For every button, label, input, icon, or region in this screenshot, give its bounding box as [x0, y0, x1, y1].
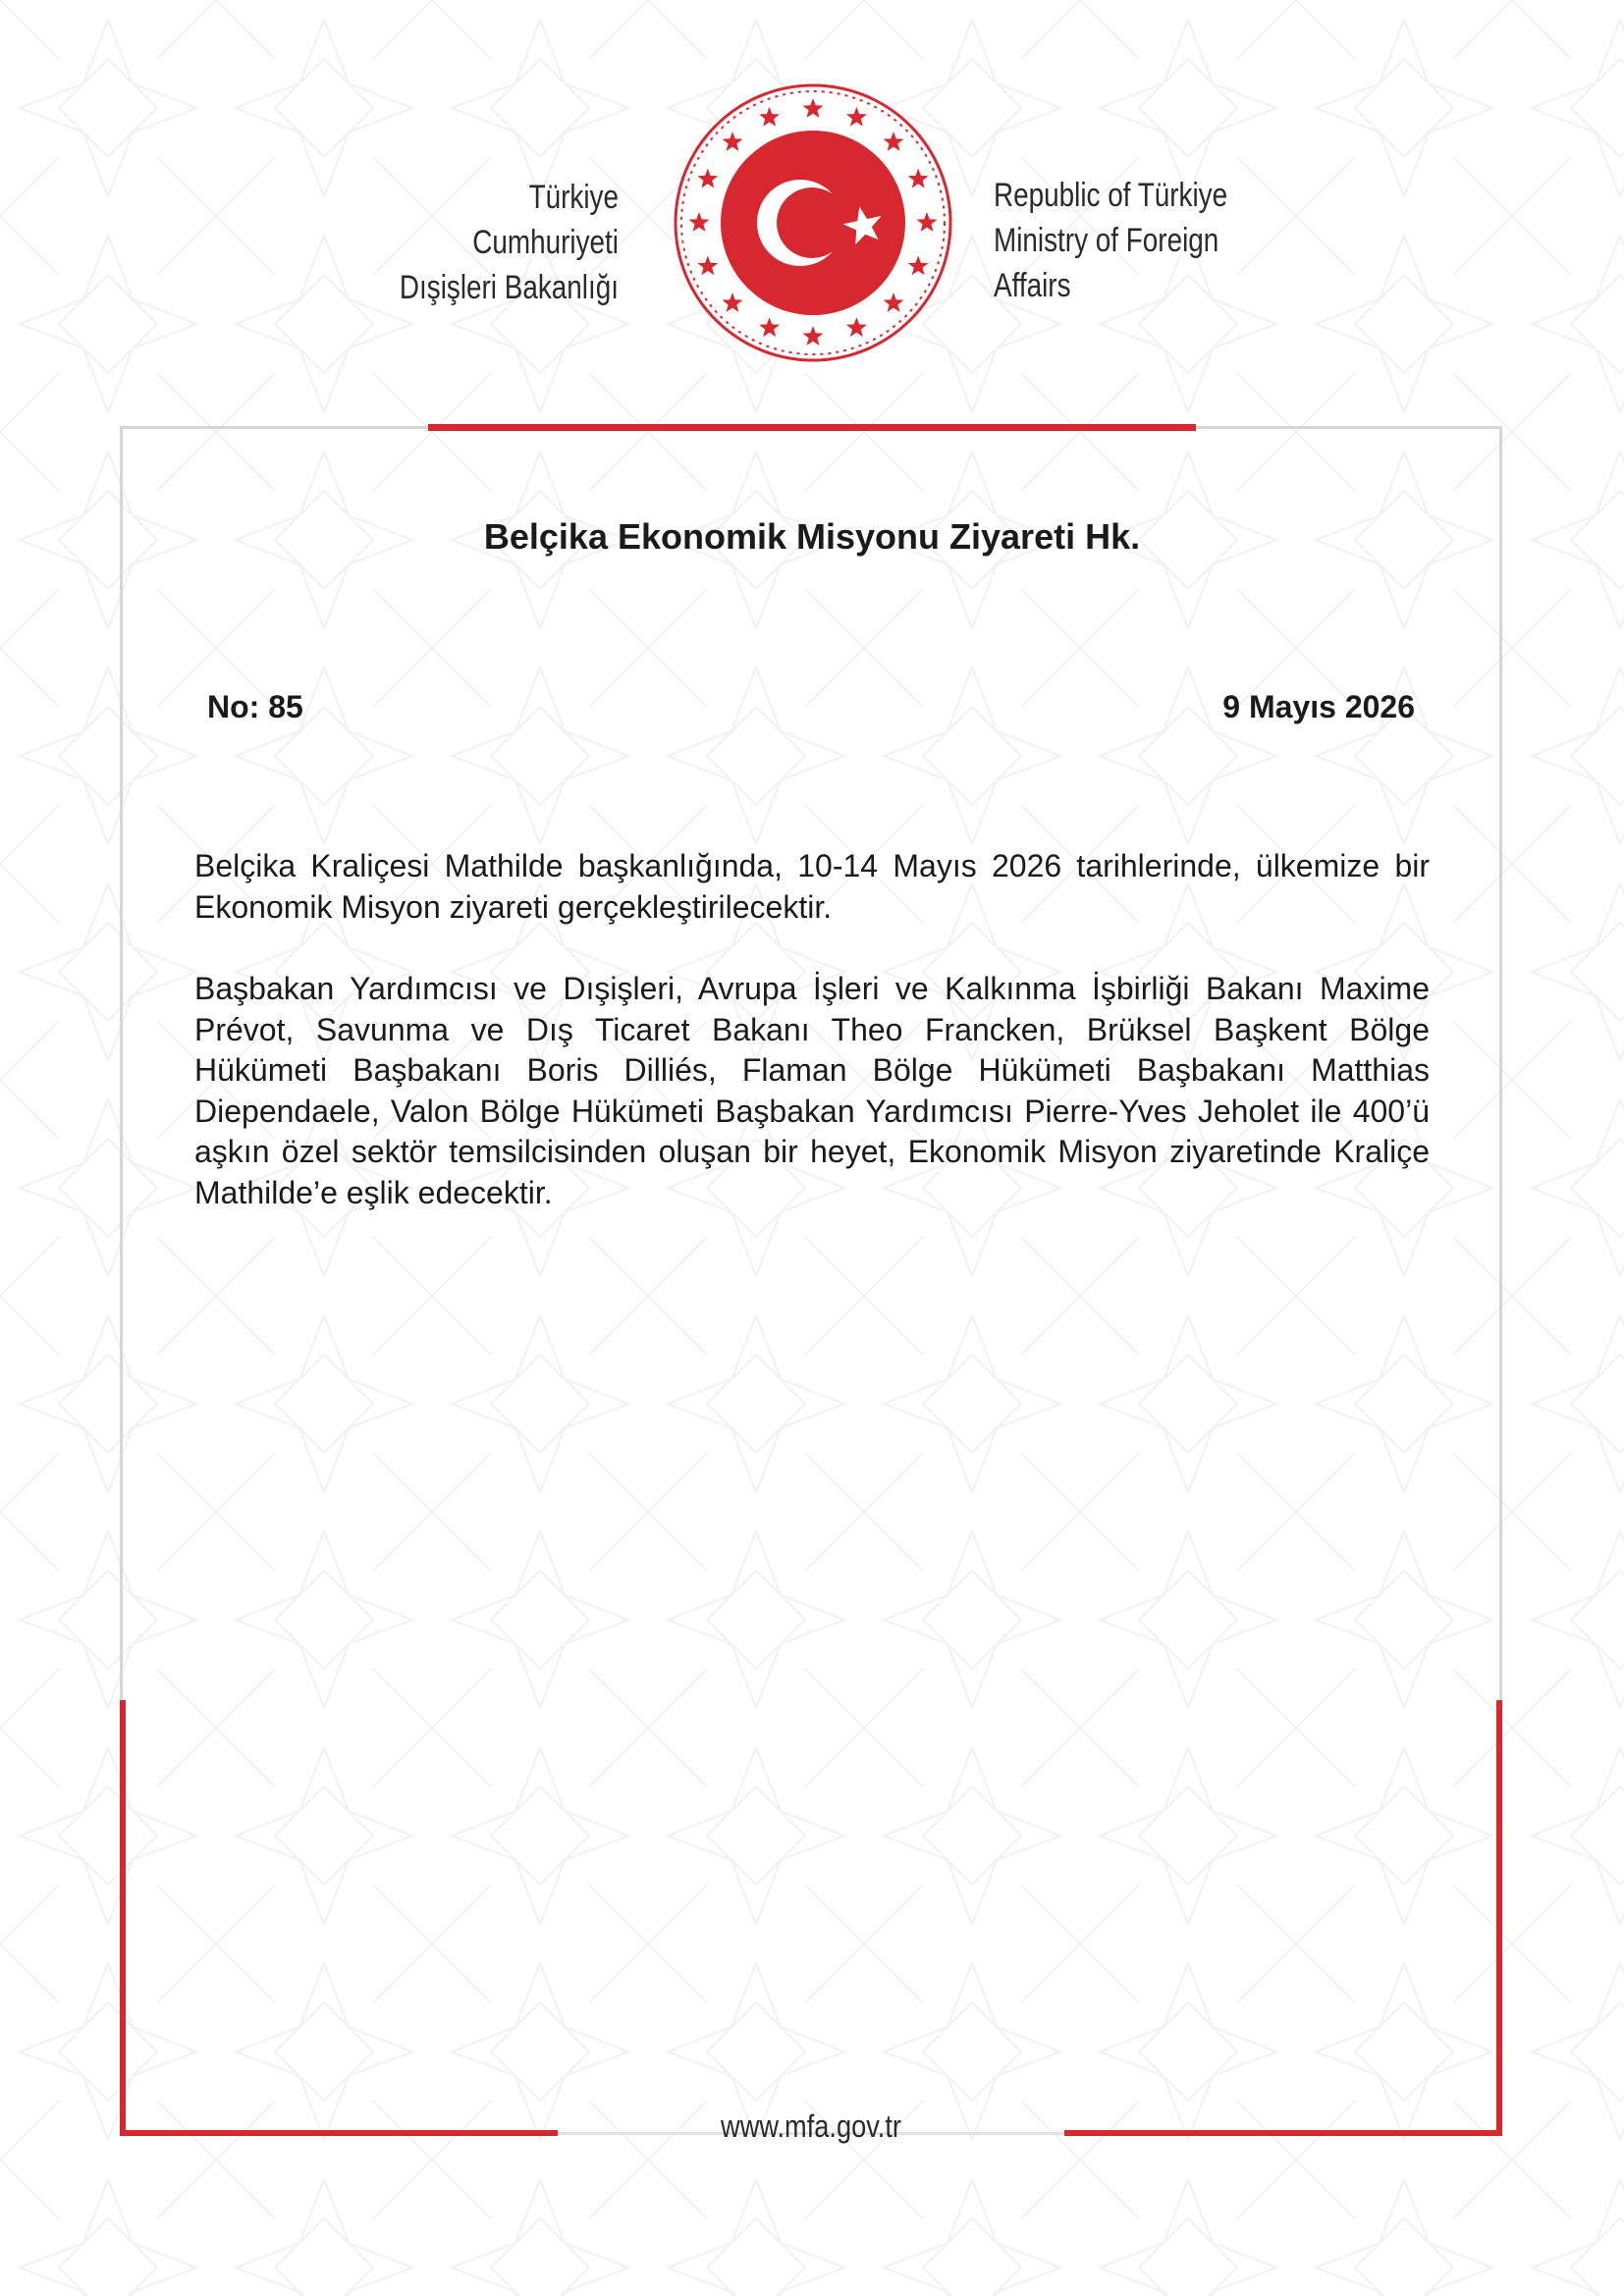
- document-body: [194, 846, 1430, 1255]
- footer-website-link[interactable]: www.mfa.gov.tr: [721, 2109, 901, 2144]
- frame-bottom-right-accent: [1064, 2130, 1502, 2136]
- document-date: 9 Mayıs 2026: [1222, 689, 1415, 724]
- frame-top-accent: [428, 424, 1196, 431]
- frame-right-line: [1499, 426, 1502, 1702]
- header-ministry-name-tr: [389, 175, 619, 310]
- frame-right-accent: [1496, 1700, 1502, 2136]
- header-ministry-name-en: [994, 173, 1283, 308]
- document-title: Belçika Ekonomik Misyonu Ziyareti Hk.: [483, 516, 1141, 557]
- header-right-line2: Ministry of Foreign Affairs: [994, 222, 1219, 304]
- body-paragraph-2: Başbakan Yardımcısı ve Dışişleri, Avrupa İşleri ve Kalkınma İşbirliği Bakanı Maxime Prévot, Savunma ve Dış Ticaret Bakanı Theo Francken, Brüksel Başkent Bölge Hükümeti Başbakanı Boris Dilliés, Flaman Bölge Hükümeti Başbakanı Matthias Diependaele, Valon Bölge Hükümeti Başbakan Yardımcısı Pierre-Yves Jeholet ile 400’ü aşkın özel sektör temsilcisinden oluşan bir heyet, Ekonomik Misyon ziyaretinde Kraliçe Mathilde’e eşlik edecektir.: [194, 971, 1430, 1210]
- header-left-line1: Türkiye Cumhuriyeti: [472, 179, 619, 261]
- frame-left-line: [120, 426, 123, 1702]
- ministry-emblem-icon: [671, 80, 955, 365]
- header-right-line1: Republic of Türkiye: [994, 177, 1228, 214]
- frame-bottom-left-accent: [120, 2130, 558, 2136]
- document-number: No: 85: [207, 689, 303, 724]
- frame-left-accent: [120, 1700, 126, 2136]
- body-paragraph-1: Belçika Kraliçesi Mathilde başkanlığında, 10-14 Mayıs 2026 tarihlerinde, ülkemize bir Ekonomik Misyon ziyareti gerçekleştirilecektir.: [194, 848, 1430, 925]
- header-left-line2: Dışişleri Bakanlığı: [399, 269, 619, 306]
